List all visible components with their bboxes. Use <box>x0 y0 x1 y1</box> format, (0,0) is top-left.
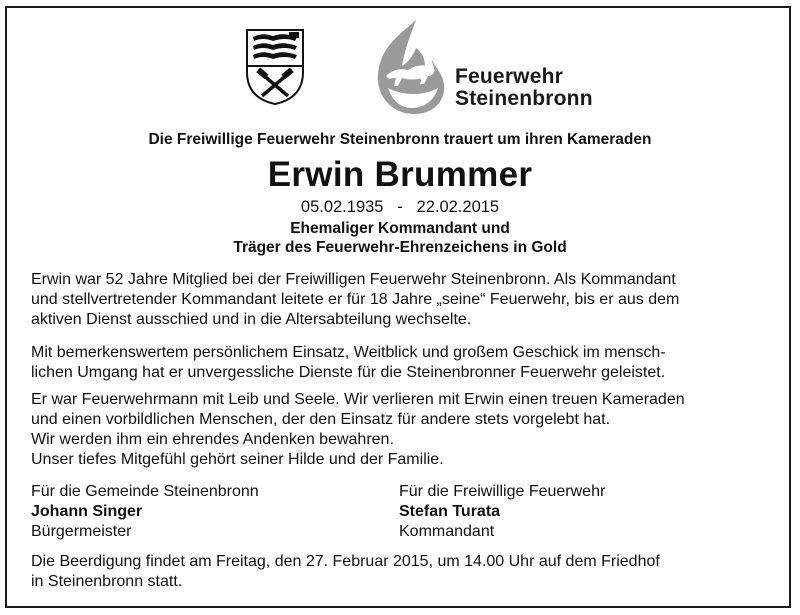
paragraph-commitment <box>31 343 771 383</box>
signature-municipality <box>31 482 259 542</box>
brand-line1: Feuerwehr <box>455 65 563 88</box>
signature-name: Johann Singer <box>31 503 143 520</box>
funeral-notice <box>31 552 771 592</box>
text-line: Er war Feuerwehrmann mit Leib und Seele. Wir verlieren mit Erwin einen treuen Kameraden <box>31 391 685 408</box>
text-line: Die Beerdigung findet am Freitag, den 27. Februar 2015, um 14.00 Uhr auf dem Friedhof <box>31 553 660 570</box>
role-line-1: Ehemaliger Kommandant und <box>290 220 510 237</box>
paragraph-character <box>31 390 771 430</box>
date-dash: - <box>397 198 403 216</box>
signature-title: Bürgermeister <box>31 523 132 540</box>
signature-org: Für die Gemeinde Steinenbronn <box>31 483 259 500</box>
role-line-2: Träger des Feuerwehr-Ehrenzeichens in Gold <box>233 239 567 256</box>
paragraph-membership <box>31 270 771 330</box>
birth-date: 05.02.1935 <box>300 198 384 216</box>
signature-fire-brigade <box>399 482 605 542</box>
text-line: Erwin war 52 Jahre Mitglied bei der Freiwilligen Feuerwehr Steinenbronn. Als Kommandant <box>31 271 676 288</box>
coat-of-arms-icon <box>245 28 305 106</box>
paragraph-remembrance <box>31 430 771 470</box>
text-line: aktiven Dienst ausschied und in die Altersabteilung wechselte. <box>31 311 472 328</box>
signature-title: Kommandant <box>399 523 495 540</box>
text-line: und einen vorbildlichen Menschen, der den Einsatz für andere stets vorgelebt hat. <box>31 411 611 428</box>
brand-name <box>455 66 593 110</box>
text-line: Wir werden ihm ein ehrendes Andenken bewahren. <box>31 431 394 448</box>
text-line: in Steinenbronn statt. <box>31 573 183 590</box>
death-date: 22.02.2015 <box>416 198 500 216</box>
text-line: Mit bemerkenswertem persönlichem Einsatz, Weitblick und großem Geschick im mensch- <box>31 344 666 361</box>
text-line: lichen Umgang hat er unvergessliche Dienste für die Steinenbronner Feuerwehr geleistet. <box>31 364 666 381</box>
life-dates <box>0 198 800 217</box>
flame-lion-icon <box>368 18 448 118</box>
text-line: Unser tiefes Mitgefühl gehört seiner Hilde und der Familie. <box>31 451 444 468</box>
deceased-name: Erwin Brummer <box>267 155 533 194</box>
text-line: und stellvertretender Kommandant leitete er für 18 Jahre „seine“ Feuerwehr, bis er aus dem <box>31 291 680 308</box>
signature-name: Stefan Turata <box>399 503 501 520</box>
intro-line: Die Freiwillige Feuerwehr Steinenbronn trauert um ihren Kameraden <box>148 131 652 148</box>
brand-line2: Steinenbronn <box>455 87 593 110</box>
signature-org: Für die Freiwillige Feuerwehr <box>399 483 606 500</box>
logo-row <box>0 28 800 118</box>
